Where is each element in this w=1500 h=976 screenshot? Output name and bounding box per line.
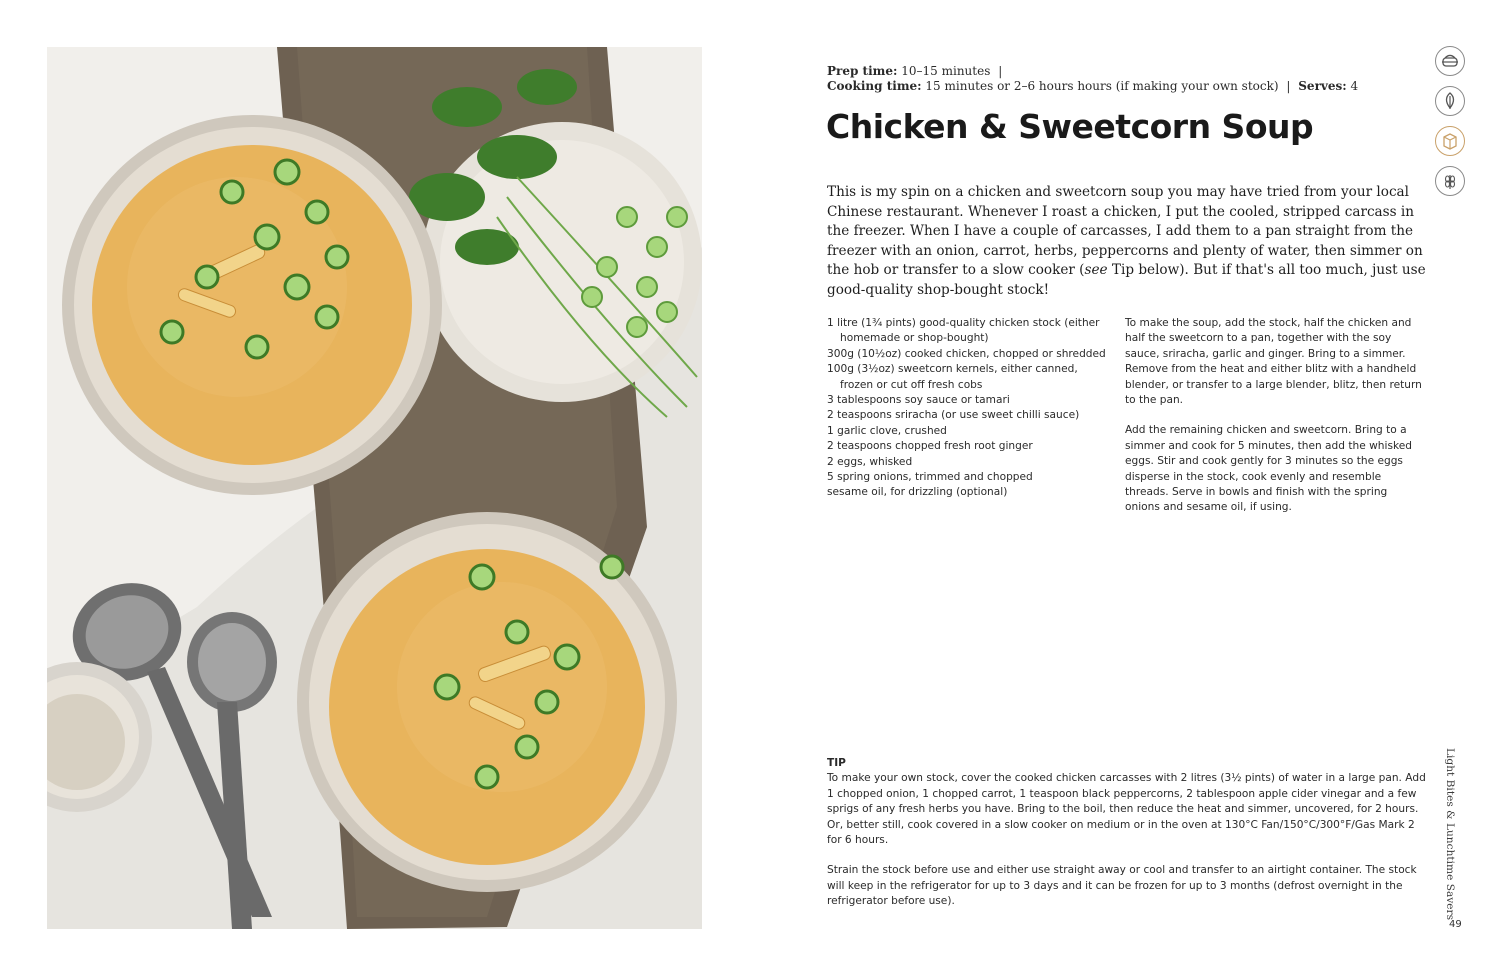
ingredient-item: 1 litre (1¾ pints) good-quality chicken stock (either homemade or shop-bought) [827,317,1100,345]
chapter-label: Light Bites & Lunchtime Savers [1444,748,1456,921]
prep-time-value: 10–15 minutes [901,64,991,78]
ingredient-item: 5 spring onions, trimmed and chopped [827,471,1033,484]
method-step: To make the soup, add the stock, half the chicken and half the sweetcorn to a pan, together with the soy sauce, sriracha, garlic and ginger. Bring to a simmer. Remove from the heat and either blitz with a handheld blender, or transfer to a large blender, blitz, then return to the pan. [1125,317,1422,407]
cooking-time-value: 15 minutes or 2–6 hours hours (if making your own stock) [925,79,1279,93]
ingredient-item: 3 tablespoons soy sauce or tamari [827,394,1010,407]
ingredient-item: 1 garlic clove, crushed [827,424,947,437]
leaf-icon [1435,86,1465,116]
recipe-intro [827,183,1427,301]
ingredient-item: 2 teaspoons sriracha (or use sweet chilli sauce) [827,409,1080,422]
wheat-free-icon [1435,166,1465,196]
recipe-title: Chicken & Sweetcorn Soup [826,107,1314,146]
prep-time-line [827,64,1358,79]
intro-text: Tip below). But if that's all too much, just use good-quality shop-bought stock! [827,262,1426,298]
tip-paragraph: To make your own stock, cover the cooked chicken carcasses with 2 litres (3½ pints) of water in a large pan. Add 1 chopped onion, 1 chopped carrot, 1 teaspoon black peppercorns, 2 tablespoon apple cider vinegar and a few sprigs of any fresh herbs you have. Bring to the boil, then reduce the heat and simmer, uncovered, for 2 hours. Or, better still, cook covered in a slow cooker on medium or in the oven at 130°C Fan/150°C/300°F/Gas Mark 2 for 6 hours. [827,772,1426,847]
ingredient-item: 100g (3½oz) sweetcorn kernels, either canned, frozen or cut off fresh cobs [827,363,1078,391]
ingredient-item: sesame oil, for drizzling (optional) [827,486,1008,499]
tip-section [827,756,1427,925]
serves-label: Serves: [1298,79,1347,93]
intro-text: This is my spin on a chicken and sweetcorn soup you may have tried from your local Chinese restaurant. Whenever I roast a chicken, I put the cooled, stripped carcass in the freezer. When I have a couple of carcasses, I add them to a pan straight from the freezer with an onion, carrot, herbs, peppercorns and plenty of water, then simmer on the hob or transfer to a slow cooker ( [827,184,1423,279]
cooking-time-line [827,79,1358,94]
ingredient-item: 2 eggs, whisked [827,455,913,468]
freezer-box-icon [1435,126,1465,156]
meta-separator: | [1286,79,1291,93]
ingredients-list [827,316,1112,501]
intro-see: see [1084,262,1108,279]
meta-separator: | [998,64,1003,78]
tip-paragraph: Strain the stock before use and either use straight away or cool and transfer to an airtight container. The stock will keep in the refrigerator for up to 3 days and it can be frozen for up to 3 months (defrost overnight in the refrigerator before use). [827,864,1417,908]
tip-heading: TIP [827,757,846,769]
recipe-meta [827,64,1358,94]
method-step: Add the remaining chicken and sweetcorn. Bring to a simmer and cook for 5 minutes, then add the whisked eggs. Stir and cook gently for 3 minutes so the eggs disperse in the stock, cook evenly and resemble threads. Serve in bowls and finish with the spring onions and sesame oil, if using. [1125,424,1412,514]
slow-cooker-icon [1435,46,1465,76]
serves-value: 4 [1350,79,1359,93]
prep-time-label: Prep time: [827,64,898,78]
method-section [1125,316,1425,531]
cooking-time-label: Cooking time: [827,79,922,93]
dietary-icons [1435,46,1467,206]
page-number: 49 [1449,919,1462,930]
recipe-photo [47,47,702,929]
ingredient-item: 300g (10½oz) cooked chicken, chopped or shredded [827,347,1106,360]
ingredient-item: 2 teaspoons chopped fresh root ginger [827,440,1033,453]
